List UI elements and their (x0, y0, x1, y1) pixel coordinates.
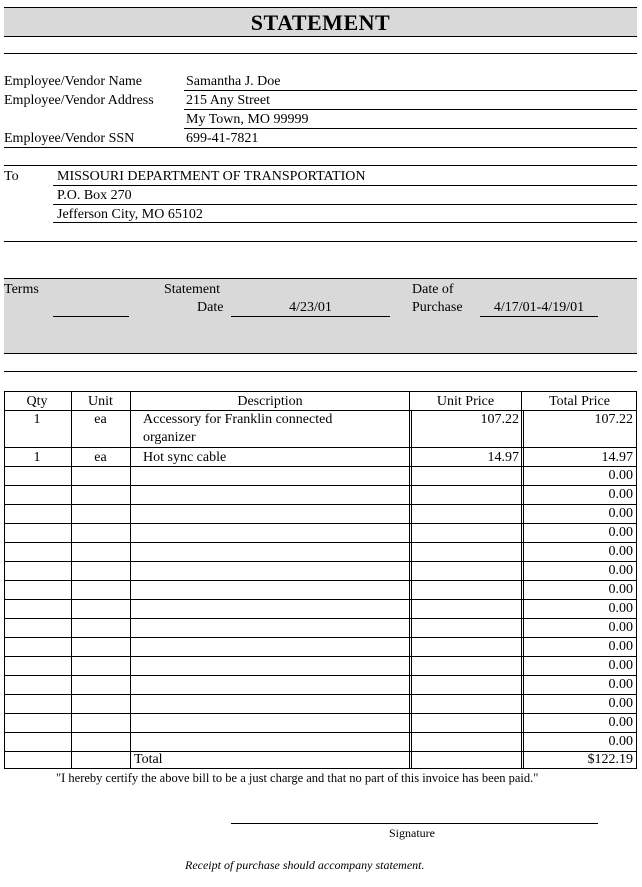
certification-text: "I hereby certify the above bill to be a just charge and that no part of this invoice has been paid." (56, 771, 539, 785)
purchase-date: 4/17/01-4/19/01 (493, 300, 585, 315)
signature-label: Signature (389, 826, 435, 840)
terms-label: Terms (4, 282, 39, 297)
divider (4, 147, 637, 148)
header-qty: Qty (26, 394, 48, 409)
row-total: 0.00 (608, 563, 633, 578)
vendor-name: Samantha J. Doe (186, 74, 281, 89)
row-total: 0.00 (608, 620, 633, 635)
divider (4, 165, 637, 166)
footer-note: Receipt of purchase should accompany statement. (185, 858, 425, 872)
row-total: 0.00 (608, 677, 633, 692)
row-total: 0.00 (608, 525, 633, 540)
row-total: 0.00 (608, 601, 633, 616)
row-total: 0.00 (608, 582, 633, 597)
header-unit-price: Unit Price (436, 394, 495, 409)
item-description: Accessory for Franklin connected (143, 412, 333, 427)
row-total: 0.00 (608, 715, 633, 730)
item-unit-price: 14.97 (487, 450, 519, 465)
vendor-name-label: Employee/Vendor Name (4, 74, 143, 89)
vendor-address-line1: 215 Any Street (186, 93, 270, 108)
vendor-ssn-label: Employee/Vendor SSN (4, 131, 135, 146)
divider (4, 371, 637, 372)
field-line (53, 222, 637, 223)
field-line (184, 109, 637, 110)
vendor-ssn: 699-41-7821 (186, 131, 259, 146)
title-band (4, 7, 637, 37)
row-total: 0.00 (608, 487, 633, 502)
document-title: STATEMENT (250, 10, 391, 35)
row-total: 0.00 (608, 696, 633, 711)
item-unit: ea (94, 450, 107, 465)
purchase-date-label: Purchase (412, 300, 463, 315)
item-description: Hot sync cable (143, 450, 227, 465)
item-description-cont: organizer (143, 430, 196, 445)
row-total: 0.00 (608, 468, 633, 483)
terms-field-line (53, 316, 129, 317)
header-total-price: Total Price (549, 394, 610, 409)
item-unit-price: 107.22 (480, 412, 519, 427)
row-total: 0.00 (608, 544, 633, 559)
statement-label: Statement (164, 282, 220, 297)
signature-line[interactable] (231, 823, 598, 824)
field-line (184, 128, 637, 129)
row-total: 0.00 (608, 506, 633, 521)
divider (4, 241, 637, 242)
item-qty: 1 (33, 412, 41, 427)
purchase-date-line (480, 316, 598, 317)
to-label: To (4, 169, 19, 184)
to-line2: P.O. Box 270 (57, 188, 132, 203)
field-line (53, 204, 637, 205)
item-qty: 1 (33, 450, 41, 465)
row-total: 0.00 (608, 658, 633, 673)
row-total: 0.00 (608, 639, 633, 654)
item-total: 14.97 (601, 450, 633, 465)
vendor-address-label: Employee/Vendor Address (4, 93, 154, 108)
to-line3: Jefferson City, MO 65102 (57, 207, 203, 222)
total-label: Total (134, 752, 163, 767)
statement-date: 4/23/01 (289, 300, 332, 315)
statement-date-label: Date (197, 300, 224, 315)
header-unit: Unit (88, 394, 113, 409)
item-total: 107.22 (594, 412, 633, 427)
divider (4, 53, 637, 54)
row-total: 0.00 (608, 734, 633, 749)
statement-date-line (231, 316, 390, 317)
header-description: Description (237, 394, 303, 409)
vendor-address-line2: My Town, MO 99999 (186, 112, 309, 127)
purchase-label: Date of (412, 282, 454, 297)
grand-total: $122.19 (587, 752, 633, 767)
to-line1: MISSOURI DEPARTMENT OF TRANSPORTATION (57, 169, 366, 184)
field-line (184, 90, 637, 91)
field-line (53, 185, 637, 186)
item-unit: ea (94, 412, 107, 427)
